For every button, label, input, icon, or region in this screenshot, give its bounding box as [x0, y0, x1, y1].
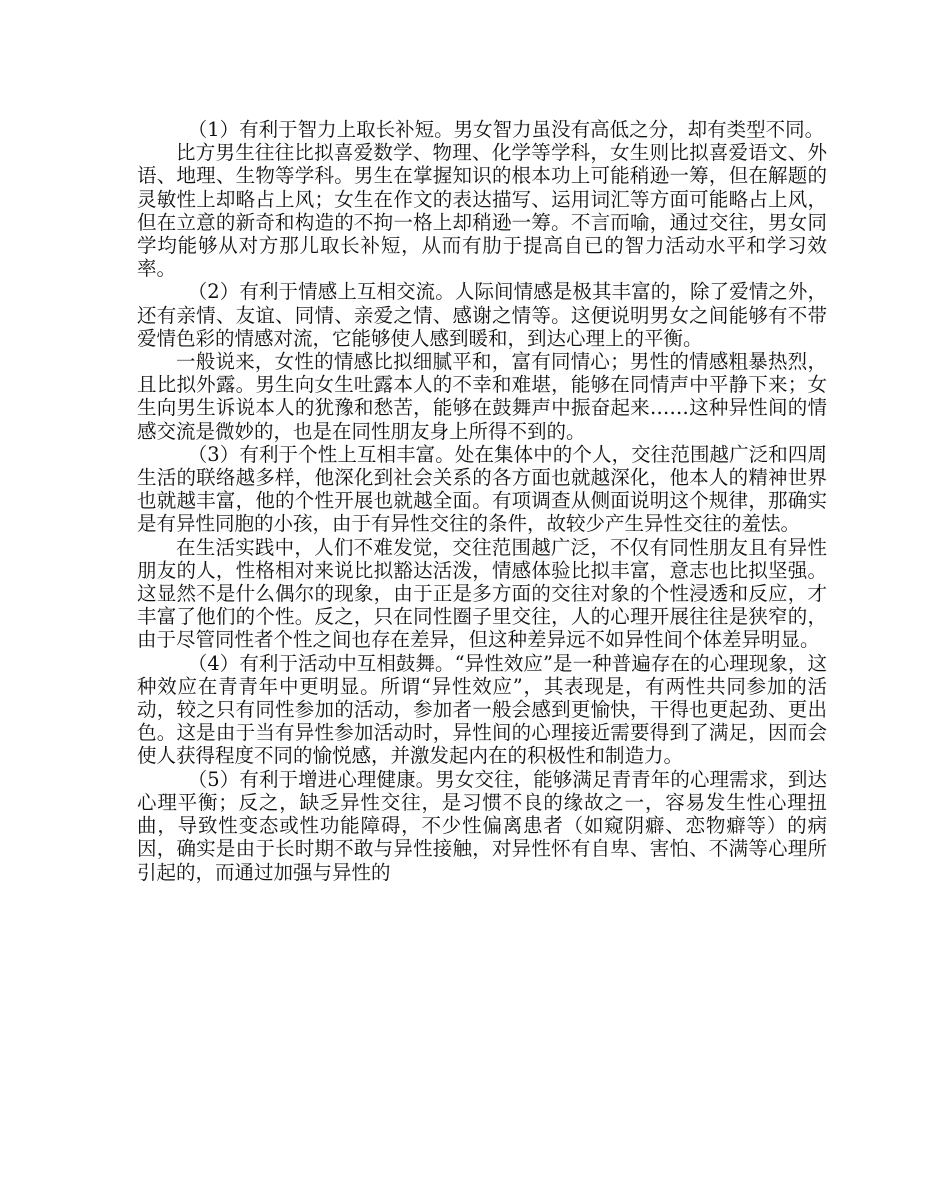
paragraph-body-3: 在生活实践中，人们不难发觉，交往范围越广泛，不仅有同性朋友且有异性朋友的人，性格相对来说比拟豁达活泼，情感体验比拟丰富，意志也比拟坚强。这显然不是什么偶尔的现象，由于正是多方面的交往对象的个性浸透和反应，才丰富了他们的个性。反之，只在同性圈子里交往，人的心理开展往往是狭窄的，由于尽管同性者个性之间也存在差异，但这种差异远不如异性间个体差异明显。 [137, 535, 827, 652]
paragraph-point-1: （1）有利于智力上取长补短。男女智力虽没有高低之分，却有类型不同。 [187, 118, 825, 141]
document-body [137, 118, 827, 884]
paragraph-point-3: （3）有利于个性上互相丰富。处在集体中的个人，交往范围越广泛和四周生活的联络越多样，他深化到社会关系的各方面也就越深化，他本人的精神世界也就越丰富，他的个性开展也就越全面。有项调查从侧面说明这个规律，那确实是有异性同胞的小孩，由于有异性交往的条件，故较少产生异性交往的羞怯。 [137, 442, 827, 536]
paragraph-point-4: （4）有利于活动中互相鼓舞。“异性效应”是一种普遍存在的心理现象，这种效应在青青年中更明显。所谓“异性效应”，其表现是，有两性共同参加的活动，较之只有同性参加的活动，参加者一般会感到更愉快，干得也更起劲、更出色。这是由于当有异性参加活动时，异性间的心理接近需要得到了满足，因而会使人获得程度不同的愉悦感，并激发起内在的积极性和制造力。 [137, 651, 827, 768]
paragraph-body-2: 一般说来，女性的情感比拟细腻平和，富有同情心；男性的情感粗暴热烈，且比拟外露。男生向女生吐露本人的不幸和难堪，能够在同情声中平静下来；女生向男生诉说本人的犹豫和愁苦，能够在鼓舞声中振奋起来……这种异性间的情感交流是微妙的，也是在同性朋友身上所得不到的。 [137, 350, 827, 443]
paragraph-point-5: （5）有利于增进心理健康。男女交往，能够满足青青年的心理需求，到达心理平衡；反之，缺乏异性交往，是习惯不良的缘故之一，容易发生性心理扭曲，导致性变态或性功能障碍，不少性偏离患者（如窥阴癖、恋物癖等）的病因，确实是由于长时期不敢与异性接触，对异性怀有自卑、害怕、不满等心理所引起的，而通过加强与异性的 [137, 767, 827, 884]
paragraph-body-1: 比方男生往往比拟喜爱数学、物理、化学等学科，女生则比拟喜爱语文、外语、地理、生物等学科。男生在掌握知识的根本功上可能稍逊一筹，但在解题的灵敏性上却略占上风；女生在作文的表达描写、运用词汇等方面可能略占上风，但在立意的新奇和构造的不拘一格上却稍逊一筹。不言而喻，通过交往，男女同学均能够从对方那儿取长补短，从而有肋于提高自已的智力活动水平和学习效率。 [137, 141, 827, 281]
paragraph-point-2: （2）有利于情感上互相交流。人际间情感是极其丰富的，除了爱情之外，还有亲情、友谊、同情、亲爱之情、感谢之情等。这便说明男女之间能够有不带爱情色彩的情感对流，它能够使人感到暖和，到达心理上的平衡。 [137, 280, 827, 350]
